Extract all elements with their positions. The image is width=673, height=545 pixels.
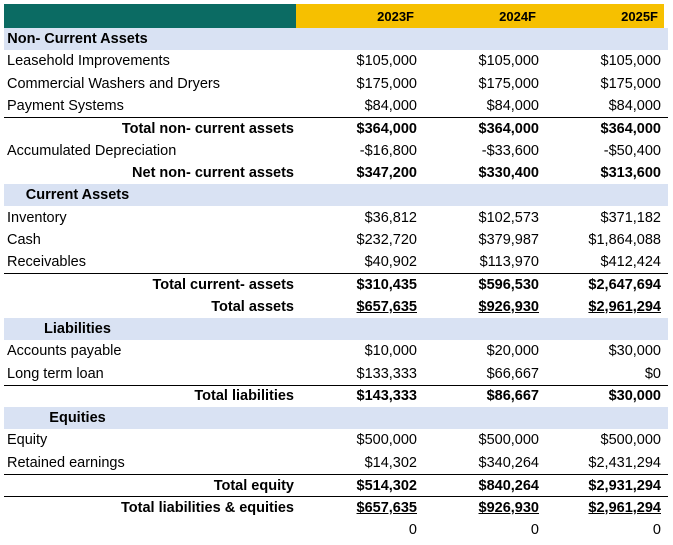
section-label: Equities xyxy=(49,410,106,427)
total-value-2023: $657,635 xyxy=(356,499,417,516)
total-value-2025: $2,931,294 xyxy=(588,477,661,494)
total-label: Total non- current assets xyxy=(121,120,294,137)
value-2025: $30,000 xyxy=(608,343,661,360)
header-row xyxy=(4,4,668,28)
table-row xyxy=(4,95,668,117)
row-label: Inventory xyxy=(7,209,67,226)
value-2025: $371,182 xyxy=(600,209,661,226)
table-row xyxy=(4,50,668,72)
table-row xyxy=(4,362,668,384)
year-header-2025: 2025F xyxy=(542,4,664,28)
value-2024: $175,000 xyxy=(478,75,539,92)
total-label: Total liabilities & equities xyxy=(121,499,294,516)
table-row xyxy=(4,73,668,95)
row-label: Retained earnings xyxy=(7,454,125,471)
total-row xyxy=(4,117,668,139)
value-2024: $84,000 xyxy=(486,98,539,115)
value-2023: $105,000 xyxy=(356,53,417,70)
table-row xyxy=(4,429,668,451)
total-value-2024: $364,000 xyxy=(478,120,539,137)
total-row xyxy=(4,296,668,318)
value-2024: $113,970 xyxy=(479,254,539,271)
total-label: Total liabilities xyxy=(194,388,294,405)
value-2023: $133,333 xyxy=(356,365,417,382)
section-label: Non- Current Assets xyxy=(7,31,148,48)
section-row-equities xyxy=(4,407,668,429)
row-label: Accounts payable xyxy=(7,343,122,360)
total-row xyxy=(4,385,668,407)
value-2023: $36,812 xyxy=(364,209,417,226)
value-2024: $340,264 xyxy=(478,454,539,471)
total-label: Net non- current assets xyxy=(132,164,294,181)
value-2025: $2,431,294 xyxy=(588,454,661,471)
section-label: Liabilities xyxy=(44,321,111,337)
total-value-2024: $926,930 xyxy=(478,499,539,516)
value-2023: $500,000 xyxy=(356,432,417,449)
total-value-2024: $86,667 xyxy=(486,388,539,405)
total-value-2025: $364,000 xyxy=(600,120,661,137)
header-corner xyxy=(4,4,296,28)
value-2025: $84,000 xyxy=(608,98,661,115)
total-row xyxy=(4,474,668,496)
table-row xyxy=(4,206,668,228)
section-label: Current Assets xyxy=(25,187,130,204)
value-2023: $10,000 xyxy=(364,343,417,360)
total-value-2024: $330,400 xyxy=(478,164,539,181)
value-2024: $66,667 xyxy=(486,365,539,382)
total-label: Total equity xyxy=(213,477,294,494)
total-value-2024: $596,530 xyxy=(478,276,539,293)
value-2023: $84,000 xyxy=(364,98,417,115)
year-header-2024: 2024F xyxy=(420,4,542,28)
total-label: Total current- assets xyxy=(152,276,294,293)
total-value-2023: $514,302 xyxy=(356,477,417,494)
value-2023: $232,720 xyxy=(356,231,417,248)
row-label: Equity xyxy=(7,432,48,449)
total-value-2025: $2,961,294 xyxy=(588,298,661,315)
value-2024: $500,000 xyxy=(478,432,539,449)
value-2025: $500,000 xyxy=(600,432,661,449)
check-row xyxy=(4,519,668,541)
value-2023: $40,902 xyxy=(364,254,417,271)
total-row xyxy=(4,496,668,518)
value-2025: $1,864,088 xyxy=(588,231,661,248)
value-2024: $379,987 xyxy=(478,231,539,248)
value-2024: -$33,600 xyxy=(481,142,539,159)
row-label: Cash xyxy=(7,231,41,248)
total-value-2023: $143,333 xyxy=(356,388,417,405)
value-2025: $0 xyxy=(644,365,661,382)
value-2025: -$50,400 xyxy=(603,142,661,159)
check-value-2024: 0 xyxy=(530,521,539,538)
row-label: Receivables xyxy=(7,254,86,271)
total-value-2025: $2,647,694 xyxy=(588,276,661,293)
check-value-2023: 0 xyxy=(408,521,417,538)
balance-sheet-table xyxy=(4,4,668,541)
section-row-current-assets xyxy=(4,184,668,206)
row-label xyxy=(4,519,296,541)
total-row xyxy=(4,273,668,295)
value-2024: $102,573 xyxy=(478,209,539,226)
value-2025: $175,000 xyxy=(600,75,661,92)
total-value-2024: $840,264 xyxy=(478,477,539,494)
table-row xyxy=(4,340,668,362)
row-label: Leasehold Improvements xyxy=(7,53,170,70)
table-row xyxy=(4,251,668,273)
value-2023: $14,302 xyxy=(364,454,417,471)
row-label: Commercial Washers and Dryers xyxy=(7,75,220,92)
value-2023: $175,000 xyxy=(356,75,417,92)
row-label: Payment Systems xyxy=(7,98,124,115)
row-label: Long term loan xyxy=(7,365,104,382)
total-value-2023: $657,635 xyxy=(356,298,417,315)
total-value-2023: $310,435 xyxy=(356,276,417,293)
table-row xyxy=(4,229,668,251)
total-row xyxy=(4,162,668,184)
total-value-2025: $313,600 xyxy=(600,164,661,181)
section-row-liabilities xyxy=(4,318,668,340)
table-row xyxy=(4,452,668,474)
total-value-2023: $347,200 xyxy=(356,164,417,181)
section-row-non-current-assets xyxy=(4,28,668,50)
value-2025: $412,424 xyxy=(600,254,661,271)
total-value-2025: $2,961,294 xyxy=(588,499,661,516)
check-value-2025: 0 xyxy=(652,521,661,538)
value-2025: $105,000 xyxy=(600,53,661,70)
year-header-2023: 2023F xyxy=(296,4,420,28)
table-row xyxy=(4,139,668,161)
total-label: Total assets xyxy=(211,298,294,315)
total-value-2023: $364,000 xyxy=(356,120,417,137)
value-2024: $20,000 xyxy=(486,343,539,360)
row-label: Accumulated Depreciation xyxy=(7,142,177,159)
total-value-2024: $926,930 xyxy=(478,298,539,315)
value-2024: $105,000 xyxy=(478,53,539,70)
total-value-2025: $30,000 xyxy=(608,388,661,405)
value-2023: -$16,800 xyxy=(359,142,417,159)
